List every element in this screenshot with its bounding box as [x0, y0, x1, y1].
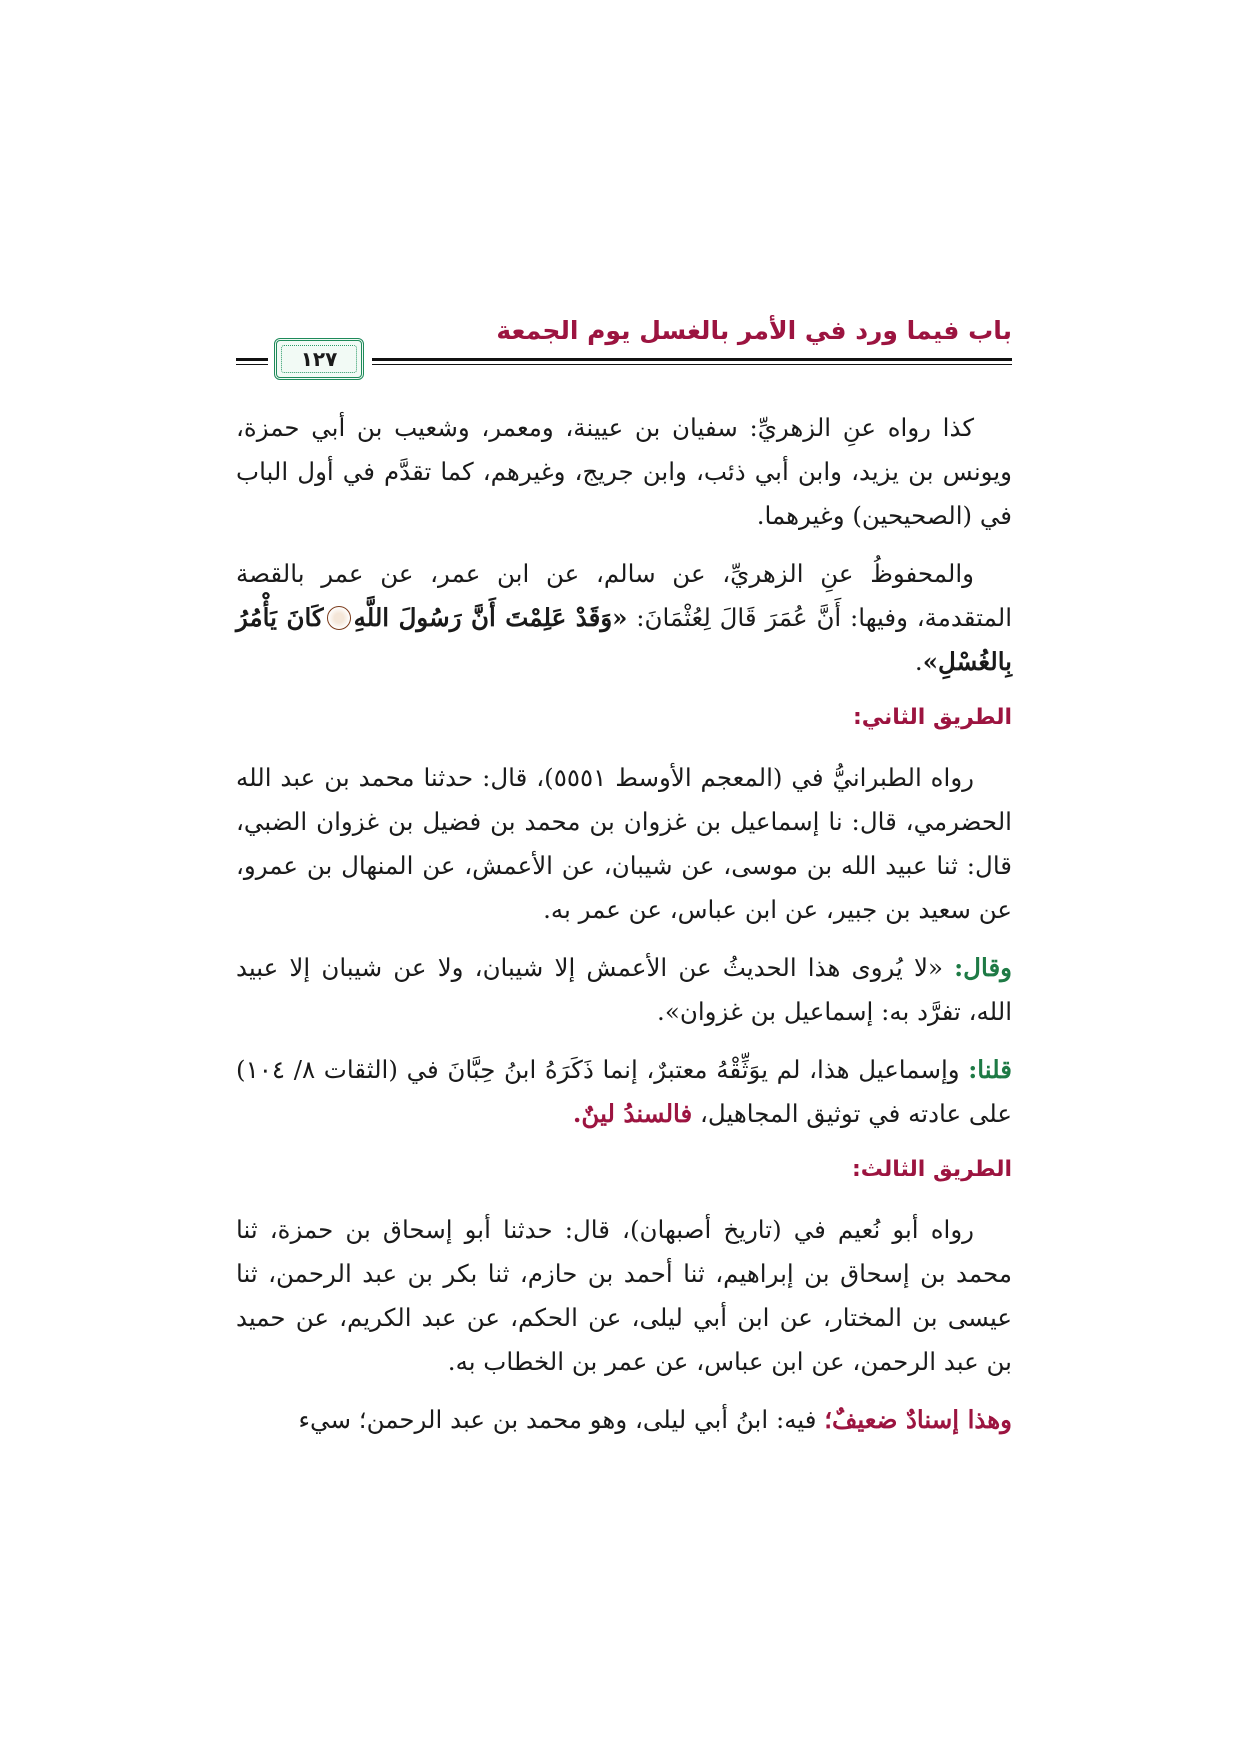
- chapter-title: باب فيما ورد في الأمر بالغسل يوم الجمعة: [496, 316, 1012, 345]
- assessment-label: قلنا:: [968, 1055, 1012, 1084]
- paragraph-weak-chain: [236, 1398, 1012, 1442]
- paragraph-assessment: [236, 1048, 1012, 1136]
- paragraph-text: رواه الطبرانيُّ في (المعجم الأوسط ٥٥٥١)، قال: حدثنا محمد بن عبد الله الحضرمي، قال: نا إسماعيل بن غزوان بن محمد بن فضيل بن غزوان الضبي، قال: ثنا عبيد الله بن موسى، عن شيبان، عن الأعمش، عن المنهال بن عمرو، عن سعيد بن جبير، عن ابن عباس، عن عمر به.: [236, 763, 1012, 924]
- header-rule-left-thin: [236, 364, 268, 365]
- paragraph-abu-nuaim: [236, 1208, 1012, 1384]
- verdict-text: فالسندُ لينٌ.: [572, 1099, 693, 1128]
- paragraph-tabarani: [236, 756, 1012, 932]
- verdict-label: وهذا إسنادٌ ضعيفٌ؛: [824, 1405, 1012, 1434]
- page-header: [236, 312, 1012, 382]
- paragraph-narrators: [236, 406, 1012, 538]
- remark-label: وقال:: [954, 953, 1012, 982]
- hadith-quote: «وَقَدْ عَلِمْتَ أَنَّ رَسُولَ اللَّهِ: [353, 603, 628, 632]
- page-number-frame: [274, 338, 364, 380]
- paragraph-text: .: [914, 647, 923, 676]
- paragraph-text: فيه: ابنُ أبي ليلى، وهو محمد بن عبد الرحمن؛ سيء: [298, 1405, 825, 1434]
- body-text: [236, 406, 1012, 1456]
- header-rule-left-thick: [236, 358, 268, 361]
- hadith-quote: كَانَ يَأْمُرُ بِالغُسْلِ»: [236, 603, 1012, 676]
- header-rule-thick: [372, 358, 1012, 361]
- heading-third-route: الطريق الثالث:: [851, 1157, 1012, 1182]
- paragraph-text: كذا رواه عنِ الزهريِّ: سفيان بن عيينة، ومعمر، وشعيب بن أبي حمزة، ويونس بن يزيد، وابن أبي ذئب، وابن جريج، وغيرهم، كما تقدَّم في أول الباب في (الصحيحين) وغيرهما.: [236, 413, 1012, 530]
- paragraph-text: وإسماعيل هذا، لم يوَثِّقْهُ معتبرٌ، إنما ذَكَرَهُ ابنُ حِبَّانَ في (الثقات ٨/ ١٠٤) على عادته في توثيق المجاهيل،: [236, 1055, 1012, 1128]
- paragraph-text: «لا يُروى هذا الحديثُ عن الأعمش إلا شيبان، ولا عن شيبان إلا عبيد الله، تفرَّد به: إسماعيل بن غزوان».: [236, 953, 1012, 1026]
- page-number: ١٢٧: [300, 347, 338, 371]
- salutation-ligature-icon: [327, 606, 351, 630]
- paragraph-preserved: [236, 552, 1012, 684]
- paragraph-tabarani-remark: [236, 946, 1012, 1034]
- heading-second-route: الطريق الثاني:: [852, 705, 1012, 730]
- header-rule-thin: [372, 364, 1012, 365]
- paragraph-text: رواه أبو نُعيم في (تاريخ أصبهان)، قال: حدثنا أبو إسحاق بن حمزة، ثنا محمد بن إسحاق بن إبراهيم، ثنا أحمد بن حازم، ثنا بكر بن عبد الرحمن، ثنا عيسى بن المختار، عن ابن أبي ليلى، عن الحكم، عن عبد الكريم، عن حميد بن عبد الرحمن، عن ابن عباس، عن عمر بن الخطاب به.: [236, 1215, 1012, 1376]
- paragraph-text: والمحفوظُ عنِ الزهريِّ، عن سالم، عن ابن عمر، عن عمر بالقصة المتقدمة، وفيها: أَنَّ عُمَرَ قَالَ لِعُثْمَانَ:: [236, 559, 1013, 632]
